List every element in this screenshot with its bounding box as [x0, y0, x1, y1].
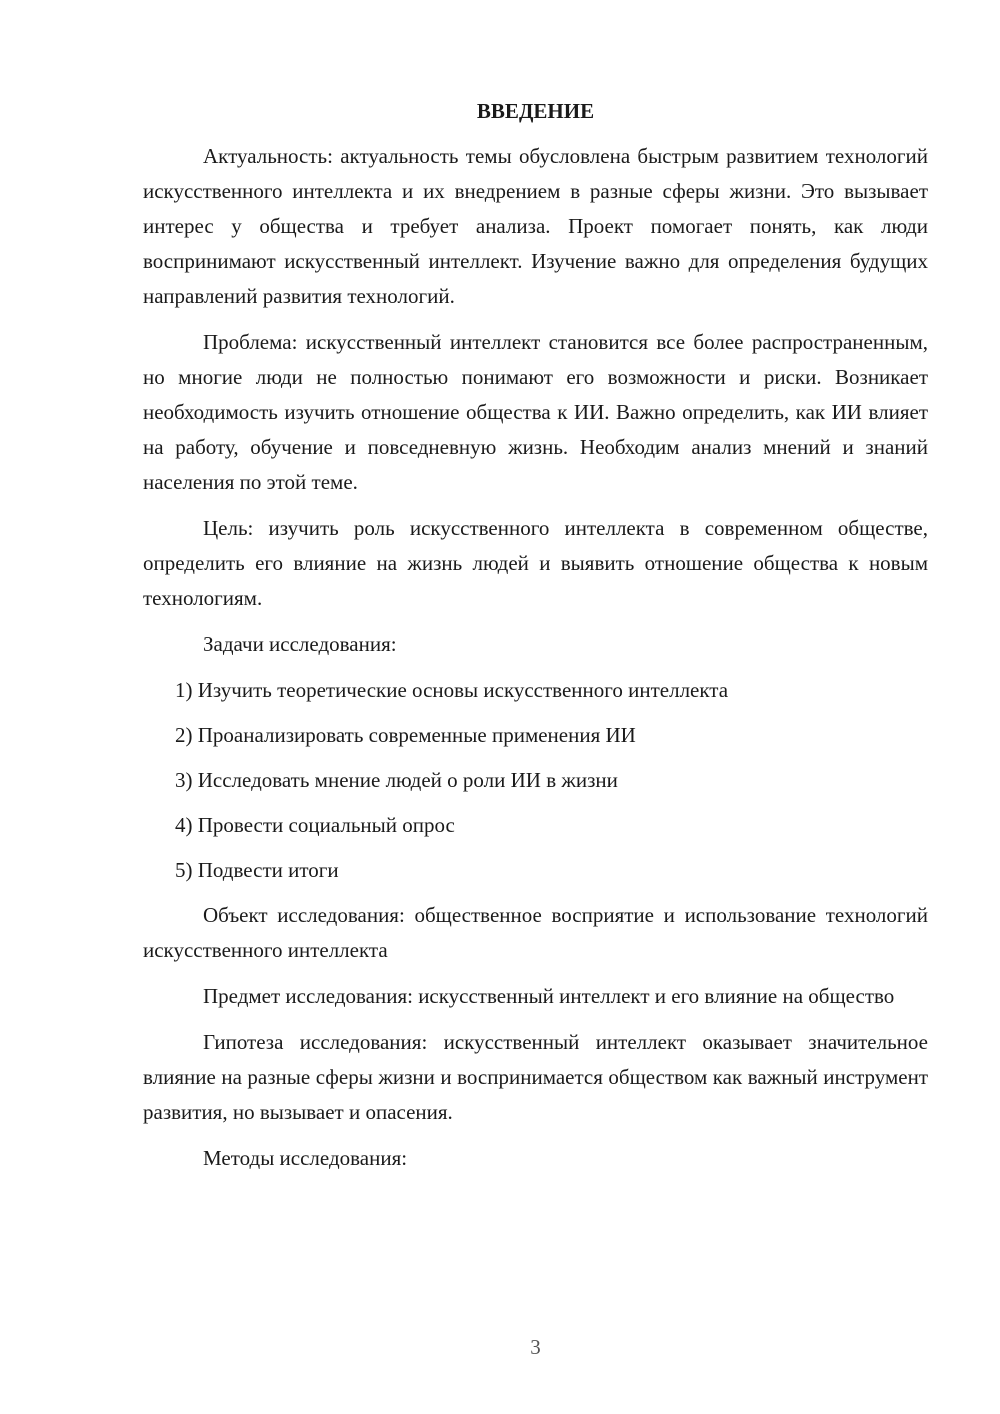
task-item: 1) Изучить теоретические основы искусственного интеллекта [175, 678, 729, 702]
subject-paragraph: Предмет исследования: искусственный интеллект и его влияние на общество [203, 984, 895, 1008]
page-title: ВВЕДЕНИЕ [476, 99, 595, 123]
goal-paragraph: Цель: изучить роль искусственного интеллекта в современном обществе, определить его влияние на жизнь людей и выявить отношение общества к новым технологиям. [143, 516, 928, 610]
task-item: 3) Исследовать мнение людей о роли ИИ в жизни [175, 768, 618, 792]
relevance-paragraph: Актуальность: актуальность темы обусловлена быстрым развитием технологий искусственного интеллекта и их внедрением в разные сферы жизни. Это вызывает интерес у общества и требует анализа. Проект помогает понять, как люди воспринимают искусственный интеллект. Изучение важно для определения будущих направлений развития технологий. [143, 144, 928, 308]
page-number: 3 [530, 1335, 541, 1359]
task-item: 2) Проанализировать современные применения ИИ [175, 723, 636, 747]
object-paragraph: Объект исследования: общественное восприятие и использование технологий искусственного интеллекта [143, 903, 928, 962]
tasks-heading: Задачи исследования: [203, 632, 397, 656]
methods-heading: Методы исследования: [203, 1146, 408, 1170]
task-item: 5) Подвести итоги [175, 858, 339, 882]
page-content [143, 94, 928, 1187]
hypothesis-paragraph: Гипотеза исследования: искусственный интеллект оказывает значительное влияние на разные сферы жизни и воспринимается обществом как важный инструмент развития, но вызывает и опасения. [143, 1030, 928, 1124]
task-item: 4) Провести социальный опрос [175, 813, 455, 837]
task-list [143, 673, 928, 888]
problem-paragraph: Проблема: искусственный интеллект становится все более распространенным, но многие люди не полностью понимают его возможности и риски. Возникает необходимость изучить отношение общества к ИИ. Важно определить, как ИИ влияет на работу, обучение и повседневную жизнь. Необходим анализ мнений и знаний населения по этой теме. [143, 330, 928, 494]
